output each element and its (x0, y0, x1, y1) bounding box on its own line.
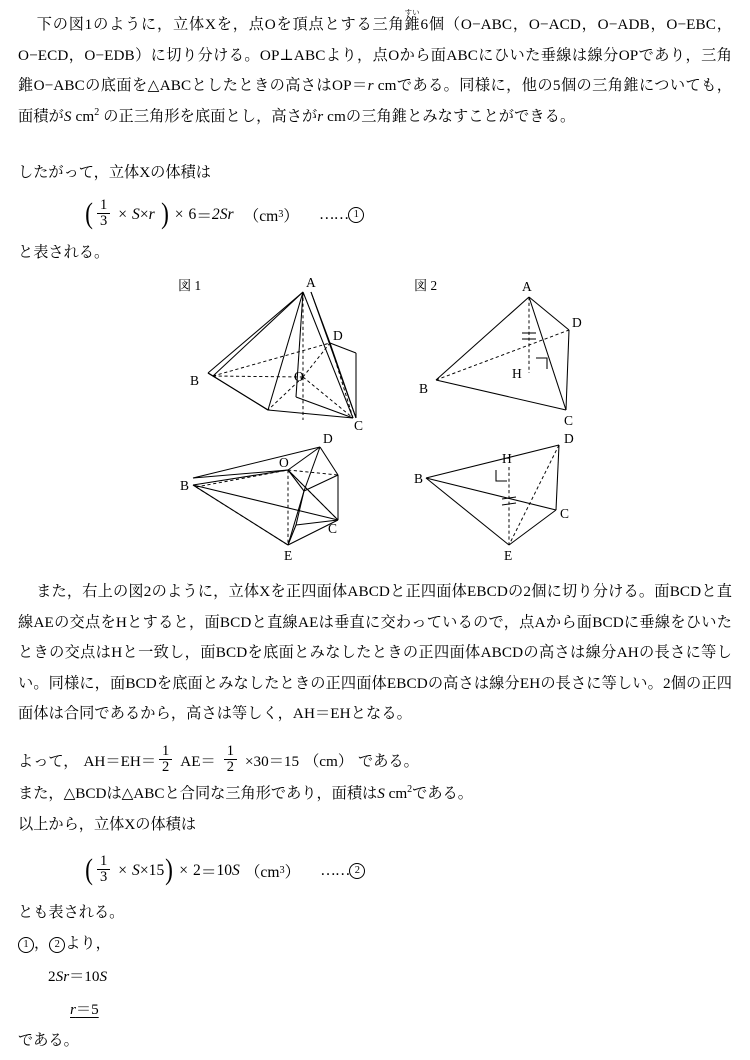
num-six: 6 (188, 205, 197, 223)
ref-circle-2: 2 (49, 937, 65, 953)
fraction-one-third-1 (97, 198, 110, 229)
var-S-eq2: S (132, 861, 140, 879)
var-s-1: S (63, 107, 72, 125)
yotte-unit-cm: （cm） (304, 753, 354, 771)
line-yotte-AH-EH (18, 745, 419, 776)
var-r-eq1: r (148, 205, 155, 223)
fig1-top-label-O: O (294, 369, 304, 384)
line-shitagatte (18, 158, 211, 189)
line-tomo-text: とも表される。 (18, 904, 125, 921)
num-two: 2 (193, 861, 201, 879)
fig2-top-label-A: A (522, 279, 532, 294)
op2-times-1: × (118, 861, 128, 879)
var-r-1: r (367, 77, 374, 94)
paren-close-1: ) (160, 197, 169, 231)
op-times-1: × (118, 205, 128, 223)
fig2-bottom-label-B: B (414, 471, 424, 486)
num-fifteen: 15 (148, 861, 165, 879)
fig2-top-label-B: B (419, 381, 429, 396)
ref-comma: ， (34, 935, 50, 952)
line-tomo-arawasareru (18, 898, 124, 929)
rhs-10S-wrap: 10S (216, 861, 240, 879)
unit-close-1: ） (283, 207, 299, 225)
p1-run-5: の正三角形を底面とし，高さが (99, 107, 318, 125)
mata-bcd-sup: 2 (407, 783, 413, 795)
dots-2: …… (320, 861, 350, 879)
fig2-bottom-label-D: D (564, 431, 574, 446)
fig1-bottom-label-O: O (279, 455, 289, 470)
mata-bcd-before: また，△BCDは△ABCと合同な三角形であり，面積は (18, 785, 378, 802)
line-shitagatte-text: したがって，立体Xの体積は (18, 164, 211, 181)
p1-run-1: 下の図1のように，立体Xを，点Oを頂点とする三角 (36, 16, 405, 33)
frac2-numerator: 1 (100, 853, 108, 869)
op2-times-3: × (179, 861, 189, 879)
op2-times-2: × (139, 861, 149, 879)
frac2-denominator: 3 (97, 869, 110, 885)
half2-num: 1 (226, 743, 234, 759)
frac-denominator: 3 (97, 213, 110, 229)
fig1-top-label-B: B (190, 373, 200, 388)
yotte-suffix: である。 (358, 753, 419, 771)
half1-num: 1 (162, 743, 170, 759)
fraction-half-1 (159, 744, 172, 775)
paren-open-2: ( (85, 853, 93, 887)
ref-circle-1: 1 (18, 937, 34, 953)
line-answer-r-equals-5 (70, 995, 99, 1026)
ref-yori: より， (65, 935, 111, 952)
figure-1-caption: 図 1 (178, 278, 202, 293)
dots-1: …… (319, 205, 349, 223)
sup-2-a: 2 (94, 106, 100, 118)
paragraph-intro (18, 8, 732, 132)
figure-2-drawing (414, 275, 614, 565)
var-S-eq1: S (132, 205, 140, 223)
fig2-top-label-D: D (572, 315, 582, 330)
line-mata-bcd (18, 779, 473, 810)
equation-1: ( $\frac{1}{3}$ × S × r ) × 6 ＝ 2Sr （cm 3 ） …… 1 (84, 199, 364, 230)
mata-bcd-after: である。 (412, 785, 473, 802)
op-times-2: × (139, 205, 149, 223)
rhs-2Sr: 2Sr (211, 205, 234, 223)
fraction-one-third-2 (97, 854, 110, 885)
fig2-bottom-label-C: C (560, 506, 570, 521)
fig2-bottom-label-E: E (504, 548, 513, 563)
eq-2Sr-10S: 2Sr＝10S (48, 968, 108, 985)
fig1-bottom-label-E: E (284, 548, 293, 563)
figure-2-caption: 図 2 (414, 278, 438, 293)
fraction-half-2 (224, 744, 237, 775)
answer-r-equals-5: r＝5 (70, 1001, 99, 1018)
paren-open-1: ( (85, 197, 93, 231)
paragraph-figure2-text: また，右上の図2のように，立体Xを正四面体ABCDと正四面体EBCDの2個に切り分ける。面BCDと直線AEの交点をHとすると，面BCDと直線AEは垂直に交わっているので，点Aから面BCDに垂線をひいたときの交点はHと一致し，面BCDを底面とみなしたときの正四面体ABCDの高さは線分AHの長さに等しい。同様に，面BCDを底面とみなしたときの正四面体EBCDの高さは線分EHの長さに等しい。2個の正四面体は合同であるから，高さは等しく，AH＝EHとなる。 (18, 583, 732, 722)
line-from-eq1-eq2 (18, 929, 111, 960)
unit-open-1: （cm (243, 207, 279, 225)
figure-2 (414, 275, 614, 565)
ruby-sui: 錐すい (404, 8, 421, 33)
p1-run-4: cm (71, 107, 95, 125)
p1-run-2: 6個（O−ABC，O−ACD，O−ADB，O−EBC，O−ECD，O−EDB）に切り分ける。OP⊥ABCより，点Oから面ABCにひいた垂線は線分OPであり，三角錐O−ABCの底面を△ABCとしたときの高さはOP＝ (18, 16, 732, 94)
line-dearu-text: である。 (18, 1032, 79, 1049)
line-2Sr-equals-10S (48, 962, 107, 993)
frac-numerator: 1 (100, 197, 108, 213)
fig2-top-label-C: C (564, 413, 574, 428)
equation-2: ( $\frac{1}{3}$ × S × 15 ) × 2 ＝ 10S （cm 3 ） …… 2 (84, 855, 365, 886)
op2-equals: ＝ (200, 863, 217, 881)
fig1-top-label-C: C (354, 418, 364, 433)
eq-tag-2: 2 (349, 863, 365, 879)
mata-bcd-unit: cm (388, 785, 408, 802)
fig1-top-label-D: D (333, 328, 343, 343)
eq-tag-1: 1 (348, 207, 364, 223)
half1-den: 2 (159, 759, 172, 775)
p1-run-6: cmの三角錐とみなすことができる。 (323, 107, 576, 125)
fig2-bottom-label-H: H (502, 451, 512, 466)
p1-run-3: cmである。同様に，他の5個の三角錐についても，面積が (18, 77, 732, 125)
yotte-prefix: よって， (18, 753, 79, 771)
line-dearu (18, 1026, 79, 1057)
fig2-top-label-H: H (512, 366, 522, 381)
fig1-bottom-label-B: B (180, 478, 190, 493)
paren-close-2: ) (165, 853, 174, 887)
line-ijou-text: 以上から，立体Xの体積は (18, 816, 197, 833)
line-to-arawasareru (18, 238, 109, 269)
yotte-times-30: ×30＝15 (244, 753, 300, 771)
yotte-AE: AE＝ (180, 753, 216, 771)
half2-den: 2 (224, 759, 237, 775)
figure-1 (178, 275, 388, 565)
op-times-3: × (174, 205, 184, 223)
fig1-bottom-label-D: D (323, 431, 333, 446)
yotte-AH-EH: AH＝EH＝ (83, 753, 157, 771)
op-equals-1: ＝ (196, 207, 212, 225)
figure-1-drawing (178, 275, 388, 565)
line-ijou-kara (18, 810, 196, 841)
fig1-bottom-label-C: C (328, 521, 338, 536)
mata-bcd-var-S: S (377, 785, 385, 802)
var-r-2: r (317, 107, 324, 125)
unit-open-2: （cm (244, 863, 280, 881)
paragraph-figure2-explanation (18, 577, 732, 730)
unit-close-2: ） (284, 863, 301, 881)
fig1-top-label-A: A (306, 275, 316, 290)
line-to-arawasareru-text: と表される。 (18, 244, 110, 261)
